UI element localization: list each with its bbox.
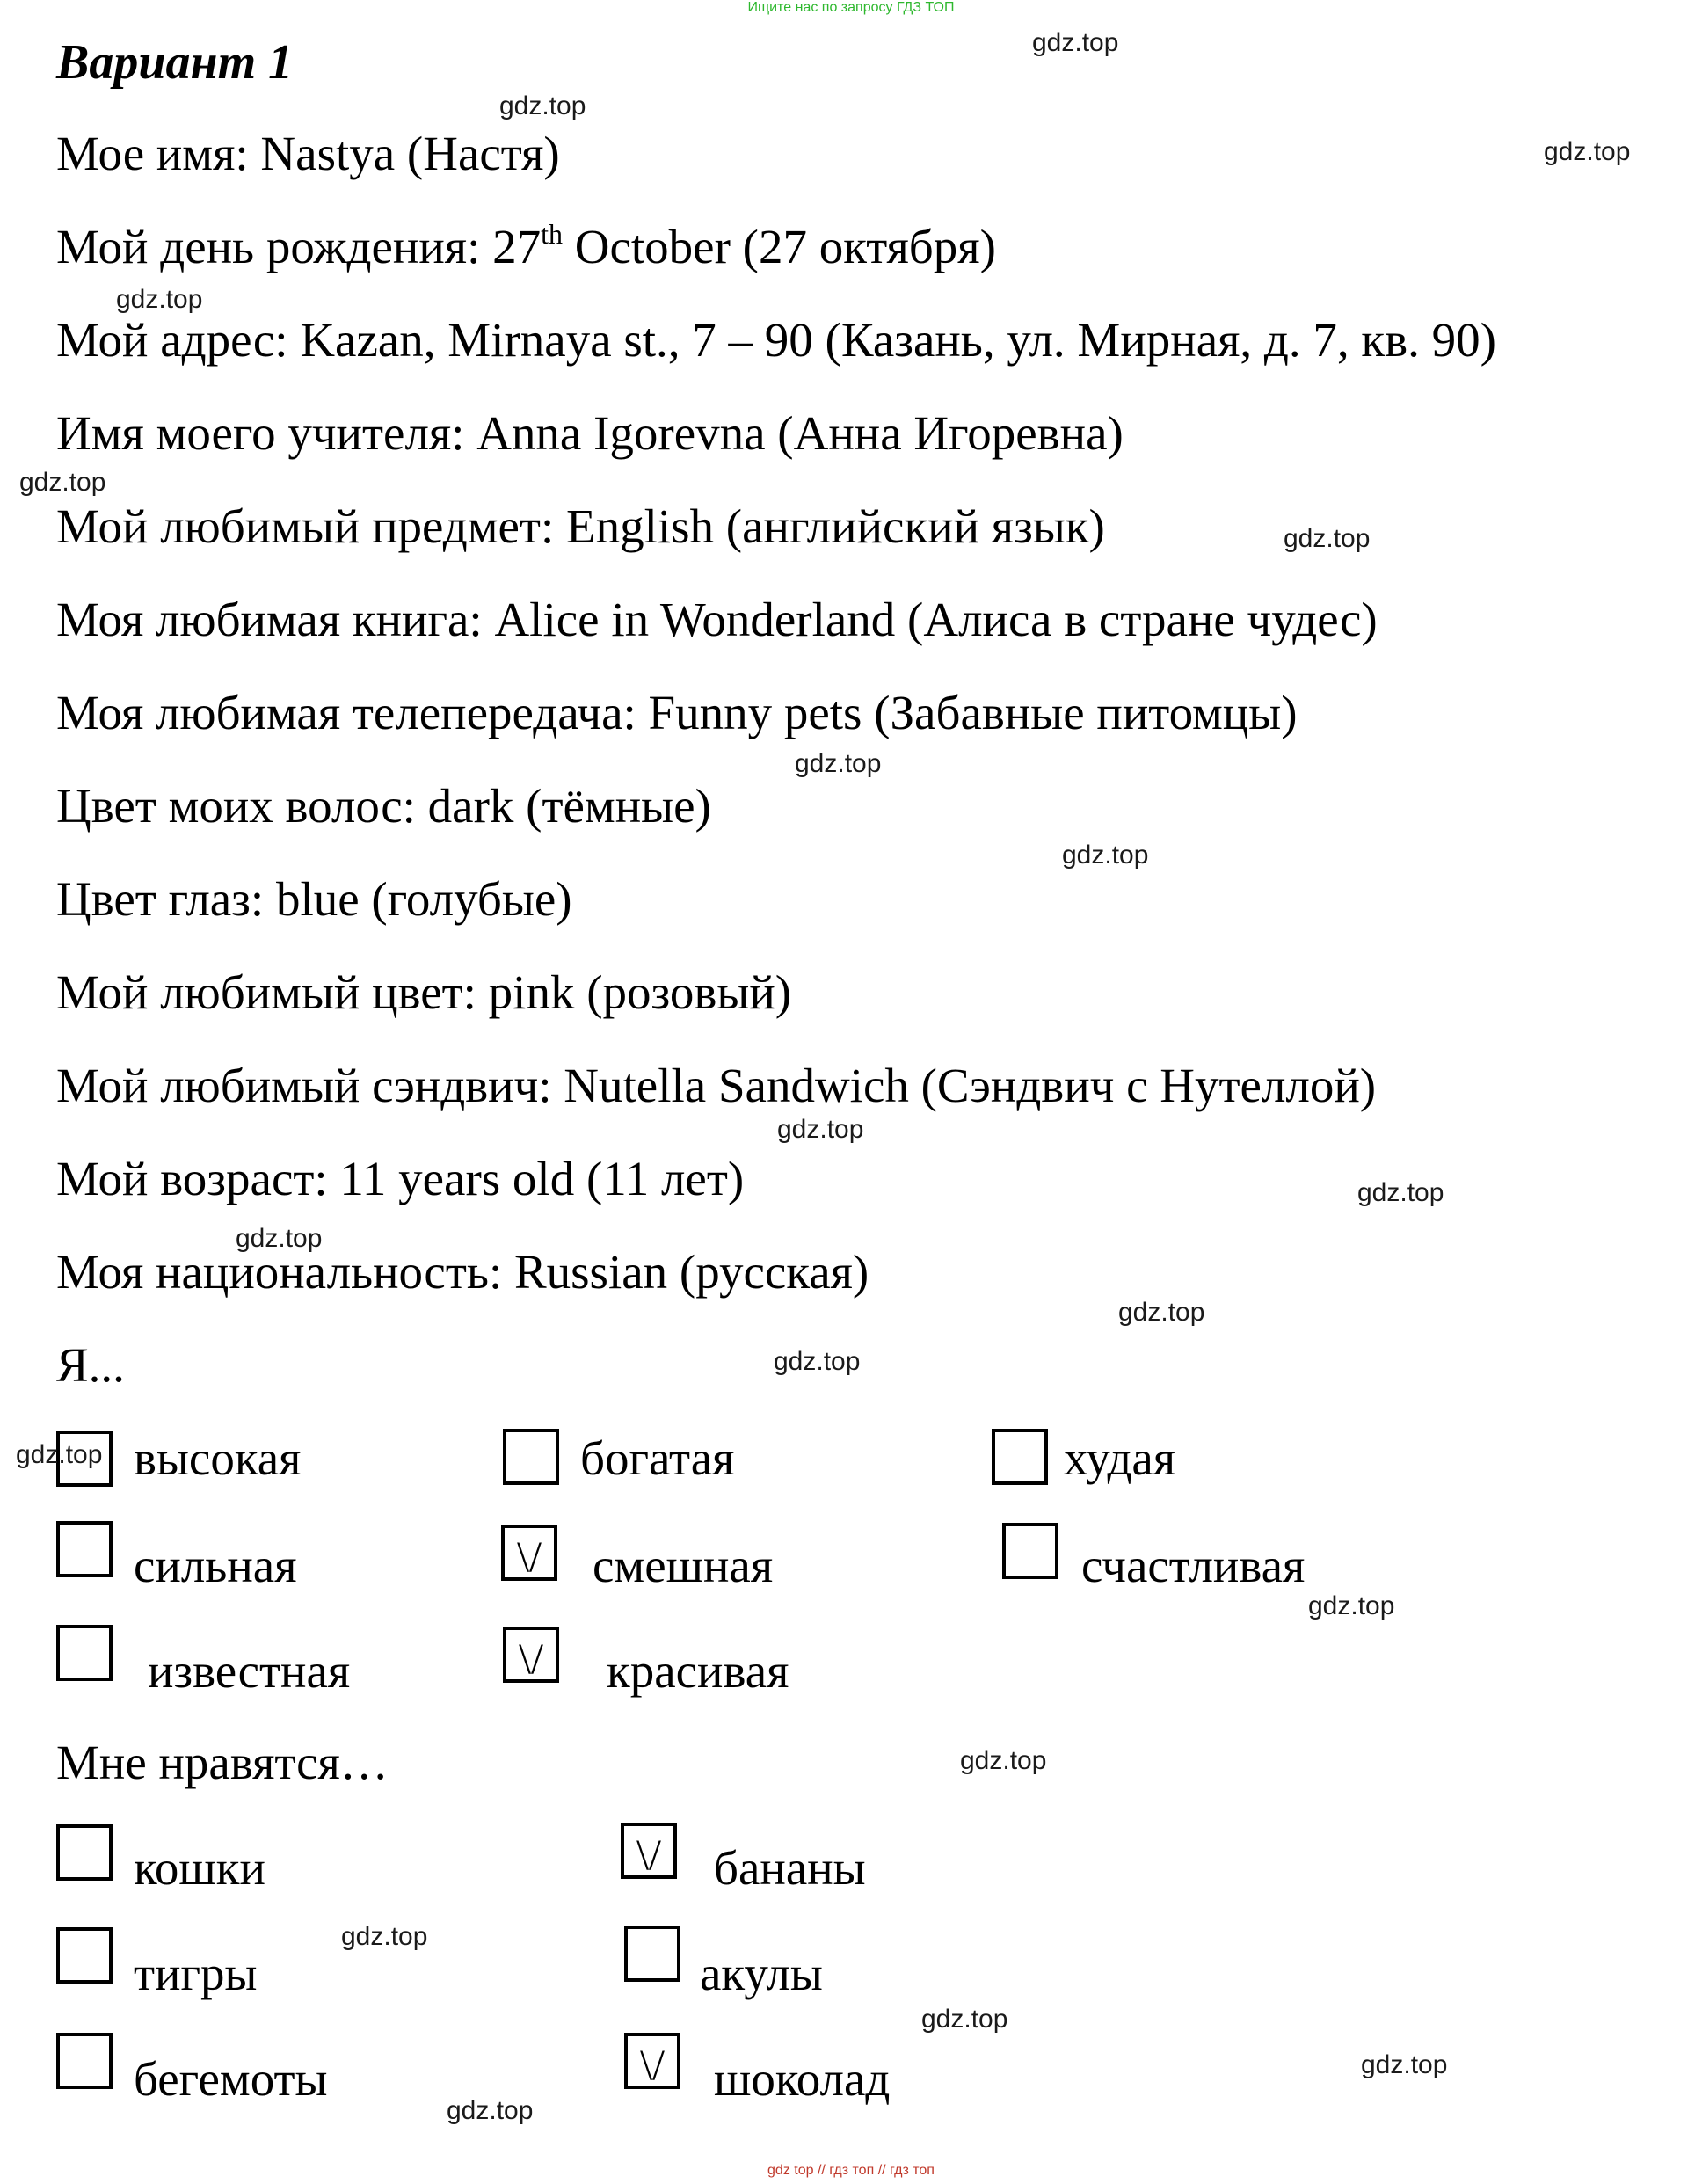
checkbox-thin[interactable]	[992, 1429, 1048, 1485]
header-note: Ищите нас по запросу ГДЗ ТОП	[747, 0, 955, 15]
line-name: Мое имя: Nastya (Настя)	[56, 127, 560, 180]
option-label: худая	[1064, 1431, 1176, 1485]
watermark: gdz.top	[1032, 28, 1119, 57]
option-label: высокая	[134, 1431, 302, 1485]
option-label: шоколад	[714, 2052, 891, 2106]
line-eyes: Цвет глаз: blue (голубые)	[56, 872, 572, 926]
check-mark	[60, 1525, 109, 1574]
line-teacher: Имя моего учителя: Anna Igorevna (Анна Игоревна)	[56, 406, 1124, 460]
option-label: бананы	[714, 1841, 866, 1895]
watermark: gdz.top	[341, 1922, 428, 1951]
watermark: gdz.top	[1361, 2050, 1448, 2079]
line-address: Мой адрес: Kazan, Mirnaya st., 7 – 90 (Казань, ул. Мирная, д. 7, кв. 90)	[56, 313, 1496, 367]
watermark: gdz.top	[960, 1746, 1047, 1775]
option-label: кошки	[134, 1841, 265, 1895]
option-label: счастливая	[1081, 1539, 1306, 1592]
checkbox-pretty[interactable]	[503, 1627, 559, 1683]
option-label: известная	[148, 1644, 351, 1698]
option-label: бегемоты	[134, 2052, 328, 2106]
check-mark: \/	[636, 1830, 661, 1879]
watermark: gdz.top	[1284, 524, 1371, 553]
option-label: красивая	[607, 1644, 789, 1698]
watermark: gdz.top	[777, 1115, 864, 1144]
birthday-rest: October (27 октября)	[563, 220, 996, 273]
line-hair: Цвет моих волос: dark (тёмные)	[56, 779, 711, 833]
check-mark: \/	[519, 1634, 543, 1683]
checkbox-hippos[interactable]	[56, 2033, 113, 2089]
checkbox-rich[interactable]	[503, 1429, 559, 1485]
watermark: gdz.top	[1118, 1298, 1205, 1327]
option-label: смешная	[593, 1539, 774, 1592]
checkbox-sharks[interactable]	[624, 1926, 680, 1982]
line-color: Мой любимый цвет: pink (розовый)	[56, 965, 792, 1019]
check-mark	[60, 1628, 109, 1678]
watermark: gdz.top	[1357, 1178, 1444, 1207]
check-mark: \/	[517, 1532, 542, 1581]
check-mark: \/	[640, 2040, 665, 2089]
watermark: gdz.top	[795, 749, 882, 778]
line-tv: Моя любимая телепередача: Funny pets (Забавные питомцы)	[56, 686, 1298, 739]
checkbox-strong[interactable]	[56, 1521, 113, 1577]
page-title: Вариант 1	[56, 35, 294, 90]
check-mark	[60, 1828, 109, 1877]
option-label: акулы	[700, 1947, 823, 2000]
section-i-am: Я...	[56, 1338, 125, 1392]
option-label: богатая	[580, 1431, 735, 1485]
checkbox-cats[interactable]	[56, 1824, 113, 1881]
checkbox-tigers[interactable]	[56, 1927, 113, 1984]
watermark: gdz.top	[19, 468, 106, 497]
check-mark	[628, 1929, 677, 1978]
watermark: gdz.top	[16, 1440, 103, 1469]
watermark: gdz.top	[116, 285, 203, 314]
footer-note: gdz top // гдз топ // гдз топ	[767, 2163, 935, 2178]
line-age: Мой возраст: 11 years old (11 лет)	[56, 1152, 745, 1205]
checkbox-bananas[interactable]	[621, 1823, 677, 1879]
check-mark	[1006, 1526, 1055, 1576]
option-label: тигры	[134, 1947, 258, 2000]
section-i-like: Мне нравятся…	[56, 1736, 389, 1789]
line-book: Моя любимая книга: Alice in Wonderland (Алиса в стране чудес)	[56, 593, 1378, 646]
line-sandwich: Мой любимый сэндвич: Nutella Sandwich (Сэндвич с Нутеллой)	[56, 1059, 1377, 1112]
watermark: gdz.top	[447, 2096, 534, 2125]
checkbox-famous[interactable]	[56, 1625, 113, 1681]
checkbox-happy[interactable]	[1002, 1523, 1058, 1579]
watermark: gdz.top	[921, 2005, 1008, 2034]
check-mark	[506, 1432, 556, 1481]
line-nationality: Моя национальность: Russian (русская)	[56, 1245, 869, 1299]
line-subject: Мой любимый предмет: English (английский язык)	[56, 499, 1105, 553]
check-mark	[60, 1931, 109, 1980]
watermark: gdz.top	[1308, 1591, 1395, 1620]
checkbox-funny[interactable]	[501, 1525, 557, 1581]
birthday-suffix: th	[541, 218, 563, 250]
check-mark	[995, 1432, 1044, 1481]
watermark: gdz.top	[499, 91, 586, 120]
option-label: сильная	[134, 1539, 297, 1592]
watermark: gdz.top	[236, 1224, 323, 1253]
watermark: gdz.top	[1062, 841, 1149, 870]
watermark: gdz.top	[1544, 137, 1631, 166]
check-mark	[60, 2036, 109, 2086]
checkbox-chocolate[interactable]	[624, 2033, 680, 2089]
watermark: gdz.top	[774, 1347, 861, 1376]
birthday-text: Мой день рождения: 27	[56, 220, 542, 273]
line-birthday	[56, 216, 996, 278]
